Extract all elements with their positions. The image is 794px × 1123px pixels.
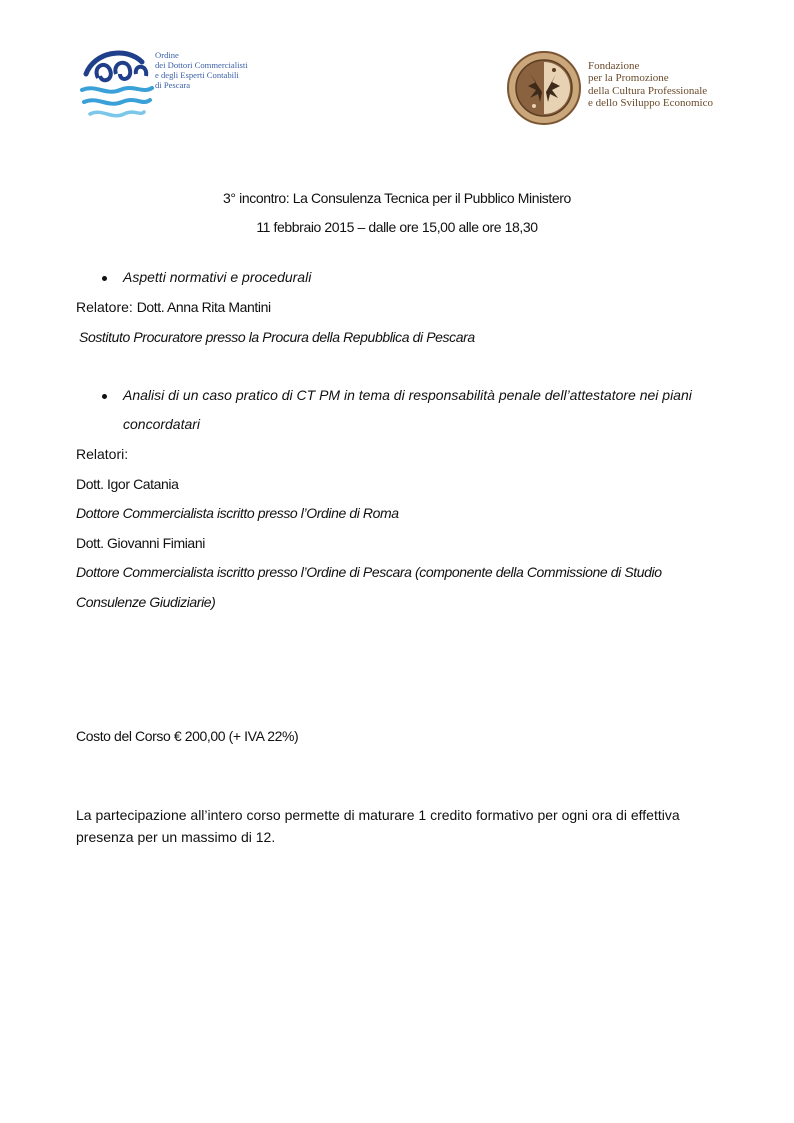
- ordine-logo-line: di Pescara: [155, 80, 191, 90]
- topic-1: Aspetti normativi e procedurali: [123, 269, 312, 285]
- speaker-role: Dottore Commercialista iscritto presso l’Ordine di Pescara (componente della Commissione di Studio: [76, 564, 662, 580]
- speaker-name: Dott. Giovanni Fimiani: [76, 535, 205, 551]
- speaker-role: Consulenze Giudiziarie): [76, 594, 216, 610]
- fondazione-logo-line: e dello Sviluppo Economico: [588, 96, 713, 109]
- event-date: 11 febbraio 2015 – dalle ore 15,00 alle ore 18,30: [256, 219, 538, 235]
- ordine-logo-line: Ordine: [155, 50, 179, 60]
- bullet-icon: [102, 394, 107, 399]
- speakers-label: Relatori:: [76, 446, 129, 462]
- bullet-icon: [102, 276, 107, 281]
- topic-2-line-1: Analisi di un caso pratico di CT PM in tema di responsabilità penale dell’attestatore nei piani: [123, 387, 692, 403]
- fondazione-logo-line: Fondazione: [588, 60, 640, 72]
- fondazione-logo: [506, 50, 746, 130]
- speaker-prefix: Relatore:: [76, 299, 137, 315]
- speaker-name: Dott. Anna Rita Mantini: [136, 299, 271, 315]
- speaker-role: Dottore Commercialista iscritto presso l’Ordine di Roma: [76, 505, 399, 521]
- fondazione-seal-icon: [506, 50, 582, 126]
- credits-paragraph: La partecipazione all’intero corso permette di maturare 1 credito formativo per ogni ora di effettiva presenza per un massimo di 12.: [76, 807, 680, 845]
- ordine-logo-line: dei Dottori Commercialisti: [155, 60, 248, 70]
- fondazione-logo-line: per la Promozione: [588, 72, 669, 85]
- fondazione-logo-line: della Cultura Professionale: [588, 84, 708, 97]
- ordine-emblem-icon: [76, 44, 156, 128]
- speaker-role: Sostituto Procuratore presso la Procura della Repubblica di Pescara: [79, 329, 475, 345]
- event-title: 3° incontro: La Consulenza Tecnica per il Pubblico Ministero: [223, 190, 571, 206]
- ordine-logo: [76, 44, 276, 128]
- ordine-logo-line: e degli Esperti Contabili: [155, 70, 239, 80]
- course-cost: Costo del Corso € 200,00 (+ IVA 22%): [76, 728, 299, 744]
- speaker-line-1: [76, 299, 271, 315]
- topic-2-line-2: concordatari: [123, 416, 201, 432]
- speaker-name: Dott. Igor Catania: [76, 476, 179, 492]
